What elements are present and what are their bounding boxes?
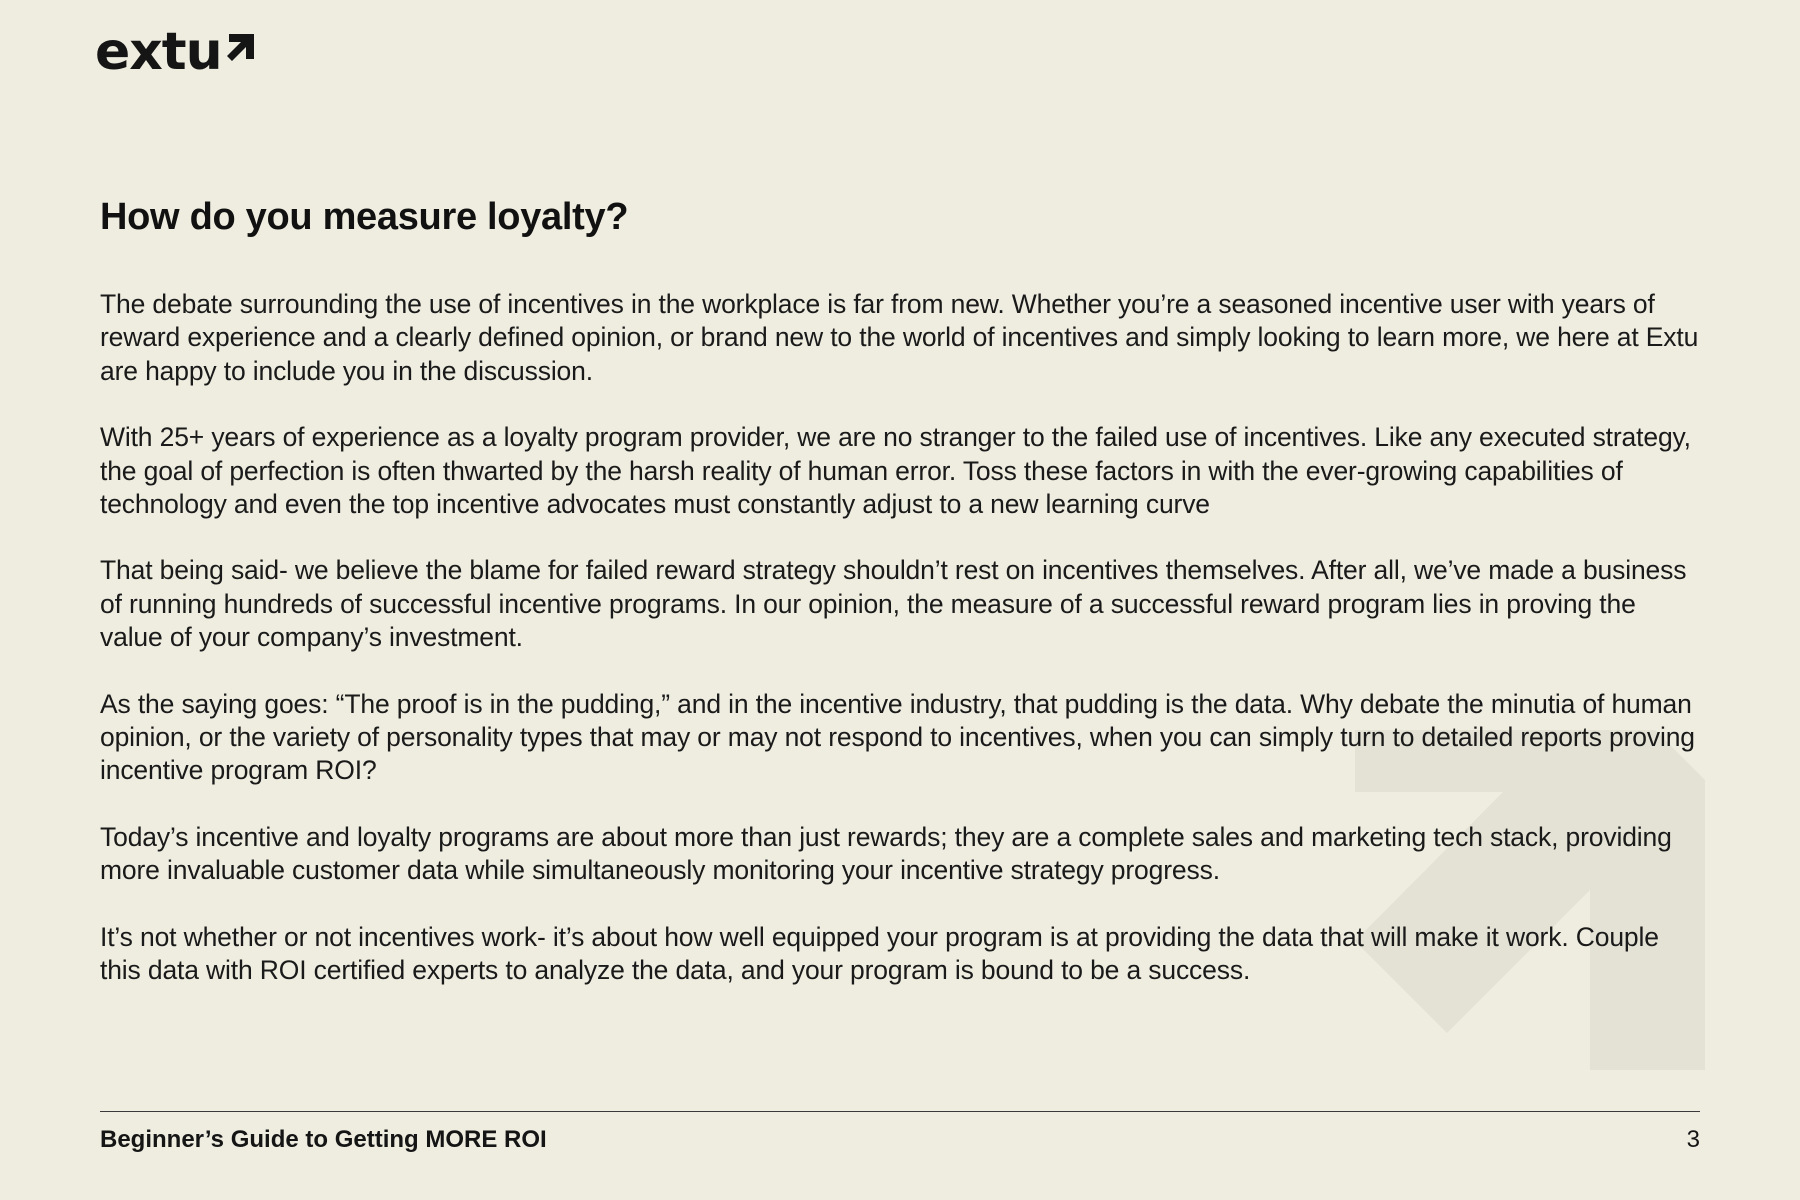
paragraph: With 25+ years of experience as a loyalty program provider, we are no stranger to the failed use of incentives. Like any executed strategy, the goal of perfection is often thwarted by the harsh reality of human error. Toss these factors in with the ever-growing capabilities of technology and even the top incentive advocates must constantly adjust to a new learning curve [100, 422, 1691, 520]
brand-wordmark: extu [95, 22, 222, 82]
paragraph: The debate surrounding the use of incentives in the workplace is far from new. Whether you’re a seasoned incentive user with years of reward experience and a clearly defined opinion, or brand new to the world of incentives and simply looking to learn more, we here at Extu are happy to include you in the discussion. [100, 289, 1699, 386]
brand-logo [95, 22, 254, 82]
paragraph: That being said- we believe the blame for failed reward strategy shouldn’t rest on incentives themselves. After all, we’ve made a business of running hundreds of successful incentive programs. In our opinion, the measure of a successful reward program lies in proving the value of your company’s investment. [100, 555, 1687, 653]
paragraph: Today’s incentive and loyalty programs are about more than just rewards; they are a complete sales and marketing tech stack, providing more invaluable customer data while simultaneously monitoring your incentive strategy progress. [100, 821, 1672, 886]
article-body [100, 288, 1700, 1021]
footer-divider [100, 1111, 1700, 1112]
page-title: How do you measure loyalty? [100, 196, 629, 238]
footer-title: Beginner’s Guide to Getting MORE ROI [100, 1126, 547, 1153]
arrow-up-right-icon [224, 34, 254, 64]
page-number: 3 [1686, 1126, 1700, 1153]
paragraph: As the saying goes: “The proof is in the pudding,” and in the incentive industry, that pudding is the data. Why debate the minutia of human opinion, or the variety of personality types that may or may not respond to incentives, when you can simply turn to detailed reports proving incentive program ROI? [100, 688, 1695, 786]
paragraph: It’s not whether or not incentives work- it’s about how well equipped your program is at providing the data that will make it work. Couple this data with ROI certified experts to analyze the data, and your program is bound to be a success. [100, 921, 1659, 986]
